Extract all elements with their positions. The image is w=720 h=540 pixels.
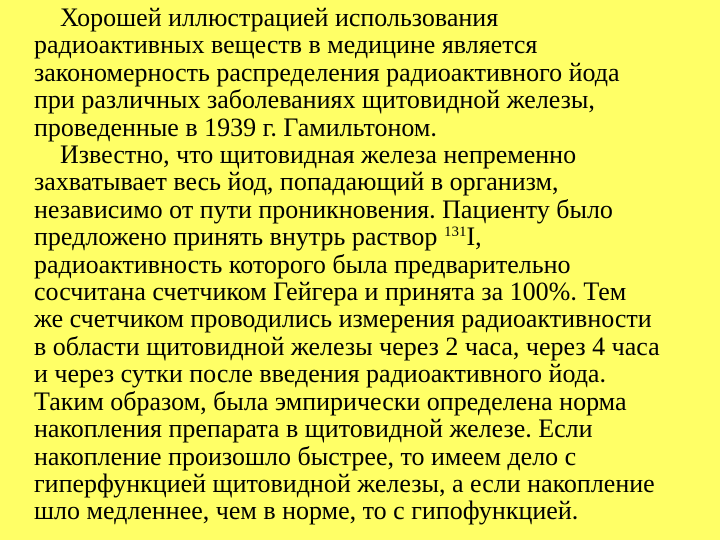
paragraph-2	[34, 141, 716, 525]
text-line: радиоактивность которого была предварительно	[34, 249, 571, 279]
text-line: накопление произошло быстрее, то имеем дело с	[34, 441, 577, 471]
text-line: и через сутки после введения радиоактивного йода.	[34, 359, 606, 389]
text-segment: I,	[466, 222, 482, 252]
text-line: независимо от пути проникновения. Пациенту было	[34, 194, 613, 224]
text-line: накопления препарата в щитовидной железе. Если	[34, 414, 593, 444]
body-text	[34, 4, 716, 525]
text-line-with-isotope	[34, 223, 716, 250]
text-line: шло медленнее, чем в норме, то с гипофункцией.	[34, 496, 579, 526]
text-line: при различных заболеваниях щитовидной железы,	[34, 85, 595, 115]
text-segment: предложено принять внутрь раствор	[34, 222, 444, 252]
text-line: Таким образом, была эмпирически определена норма	[34, 386, 627, 416]
text-line: гиперфункцией щитовидной железы, а если накопление	[34, 468, 655, 498]
text-line: Хорошей иллюстрацией использования	[60, 3, 499, 32]
text-line: в области щитовидной железы через 2 часа, через 4 часа	[34, 331, 660, 361]
isotope-mass-number: 131	[443, 224, 467, 241]
paragraph-1	[34, 4, 716, 141]
text-line: Известно, что щитовидная железа непременно	[60, 140, 577, 170]
text-line: проведенные в 1939 г. Гамильтоном.	[34, 112, 437, 142]
text-line: закономерность распределения радиоактивного йода	[34, 57, 620, 87]
text-line: захватывает весь йод, попадающий в организм,	[34, 167, 559, 197]
text-line: сосчитана счетчиком Гейгера и принята за 100%. Тем	[34, 277, 627, 307]
text-line: же счетчиком проводились измерения радиоактивности	[34, 304, 652, 334]
text-line: радиоактивных веществ в медицине является	[34, 30, 538, 60]
